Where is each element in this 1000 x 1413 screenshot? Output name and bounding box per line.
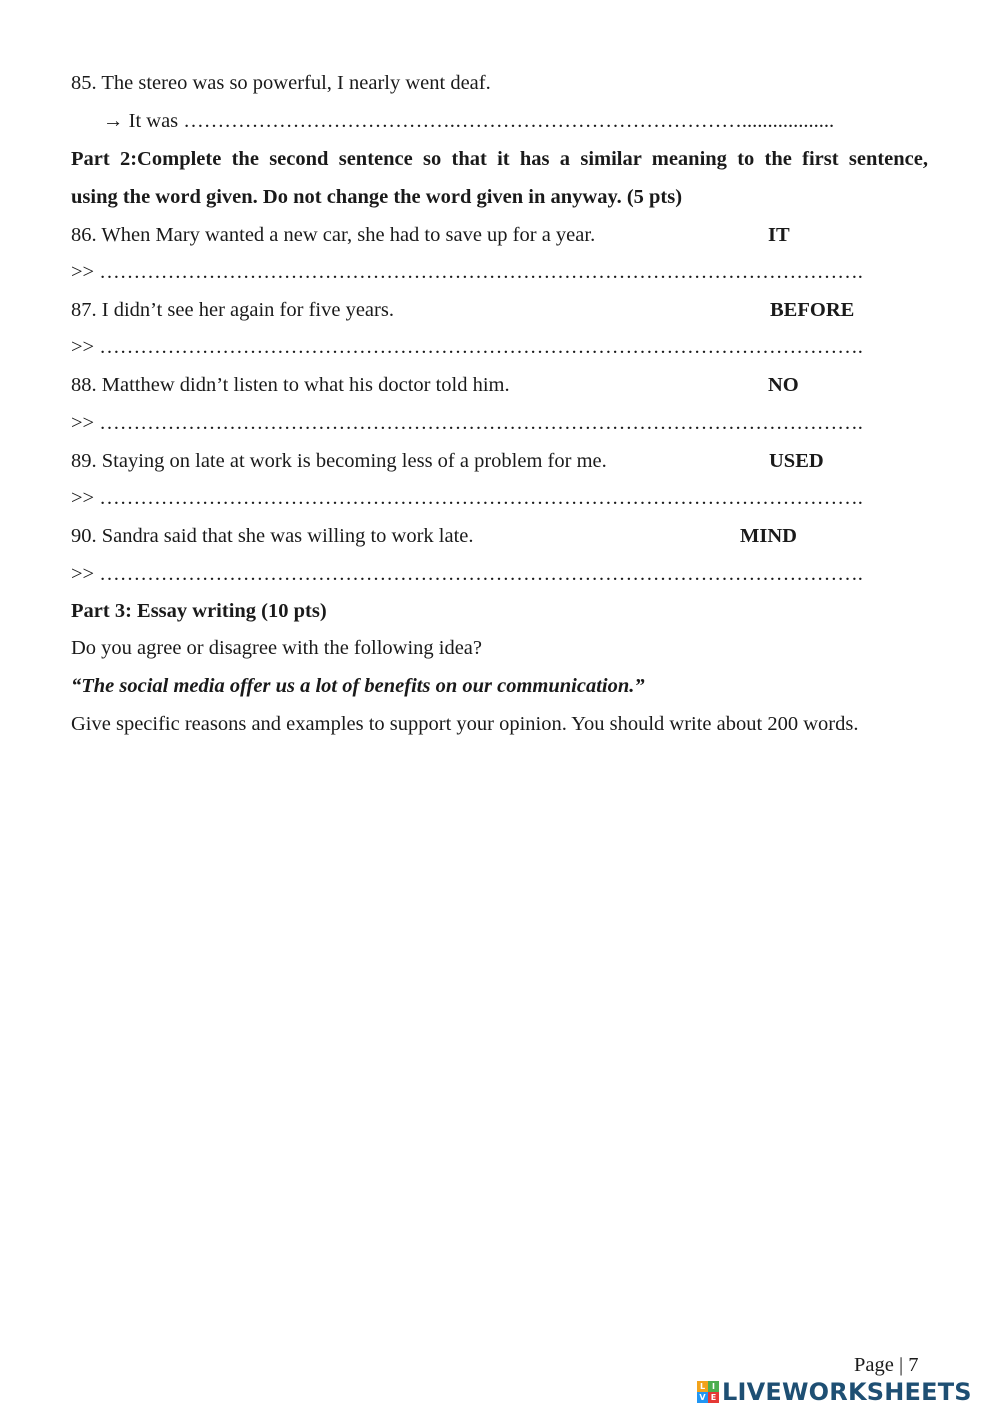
- answer-line-86[interactable]: >> ………………………………………………………………………………………………….: [71, 261, 863, 283]
- question-90: 90. Sandra said that she was willing to work late.: [71, 525, 474, 547]
- part3-prompt: Do you agree or disagree with the following idea?: [71, 637, 483, 659]
- logo-letter-e: E: [708, 1392, 719, 1403]
- keyword-87: BEFORE: [770, 299, 855, 321]
- keyword-88: NO: [768, 374, 799, 396]
- answer-line-90[interactable]: >> ………………………………………………………………………………………………….: [71, 563, 863, 585]
- question-85: 85. The stereo was so powerful, I nearly went deaf.: [71, 72, 491, 94]
- question-86: 86. When Mary wanted a new car, she had to save up for a year.: [71, 224, 596, 246]
- part3-heading: Part 3: Essay writing (10 pts): [71, 600, 327, 622]
- part2-heading-line1: Part 2:Complete the second sentence so that it has a similar meaning to the first sentence,: [71, 148, 928, 170]
- page-number: Page | 7: [854, 1354, 919, 1376]
- liveworksheets-logo-icon: [697, 1381, 719, 1403]
- liveworksheets-logo: [697, 1378, 972, 1406]
- part3-quote: “The social media offer us a lot of benefits on our communication.”: [71, 675, 645, 697]
- logo-letter-i: I: [708, 1381, 719, 1392]
- logo-letter-l: L: [697, 1381, 708, 1392]
- question-87: 87. I didn’t see her again for five years.: [71, 299, 394, 321]
- keyword-89: USED: [769, 450, 824, 472]
- question-88: 88. Matthew didn’t listen to what his doctor told him.: [71, 374, 510, 396]
- part2-heading-line2: using the word given. Do not change the word given in anyway. (5 pts): [71, 186, 683, 208]
- liveworksheets-brand-text: LIVEWORKSHEETS: [722, 1378, 972, 1406]
- answer-line-87[interactable]: >> ………………………………………………………………………………………………….: [71, 336, 863, 358]
- keyword-86: IT: [768, 224, 790, 246]
- question-89: 89. Staying on late at work is becoming less of a problem for me.: [71, 450, 607, 472]
- answer-line-89[interactable]: >> ………………………………………………………………………………………………….: [71, 487, 863, 509]
- logo-letter-v: V: [697, 1392, 708, 1403]
- part3-instructions: Give specific reasons and examples to support your opinion. You should write about 200 words.: [71, 713, 859, 735]
- answer-line-88[interactable]: >> ………………………………………………………………………………………………….: [71, 412, 863, 434]
- keyword-90: MIND: [740, 525, 797, 547]
- answer-line-85[interactable]: → It was ………………………………….……………………………………..................: [103, 110, 835, 132]
